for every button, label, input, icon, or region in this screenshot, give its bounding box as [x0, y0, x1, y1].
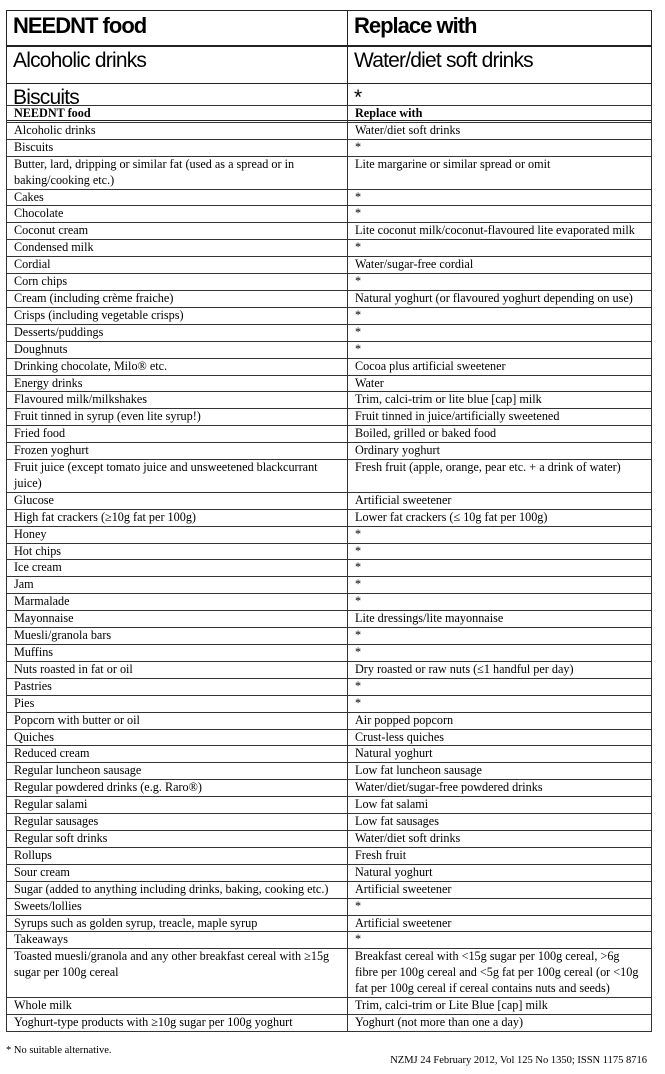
food-cell: Doughnuts — [7, 341, 348, 358]
replace-cell: Air popped popcorn — [348, 712, 652, 729]
replace-cell: Natural yoghurt (or flavoured yoghurt depending on use) — [348, 290, 652, 307]
table-row — [7, 814, 652, 831]
food-cell: Regular powdered drinks (e.g. Raro®) — [7, 780, 348, 797]
table-row — [7, 881, 652, 898]
food-cell: Takeaways — [7, 932, 348, 949]
table-row — [7, 274, 652, 291]
food-cell: Fried food — [7, 426, 348, 443]
replace-cell: Dry roasted or raw nuts (≤1 handful per day) — [348, 661, 652, 678]
table-row — [7, 460, 652, 493]
zoomed-partial-food: Biscuits — [7, 84, 348, 121]
food-cell: Marmalade — [7, 594, 348, 611]
food-cell: Sweets/lollies — [7, 898, 348, 915]
food-cell: Quiches — [7, 729, 348, 746]
food-cell: Reduced cream — [7, 746, 348, 763]
table-row — [7, 628, 652, 645]
table-row — [7, 392, 652, 409]
table-row — [7, 611, 652, 628]
food-cell: Jam — [7, 577, 348, 594]
food-cell: Sugar (added to anything including drinks, baking, cooking etc.) — [7, 881, 348, 898]
replace-cell: * — [348, 189, 652, 206]
replace-cell: * — [348, 526, 652, 543]
table-row — [7, 341, 652, 358]
zoomed-header-replace: Replace with — [348, 11, 652, 47]
table-row — [7, 257, 652, 274]
zoomed-cell-food: Alcoholic drinks — [7, 46, 348, 84]
replace-cell: * — [348, 678, 652, 695]
zoomed-table-snippet — [6, 10, 652, 109]
food-cell: Biscuits — [7, 139, 348, 156]
table-row — [7, 729, 652, 746]
food-cell: Fruit juice (except tomato juice and unsweetened blackcurrant juice) — [7, 460, 348, 493]
zoomed-header-row — [7, 11, 652, 47]
table-row — [7, 1014, 652, 1031]
food-cell: Condensed milk — [7, 240, 348, 257]
header-replace: Replace with — [348, 106, 652, 123]
replace-cell: * — [348, 307, 652, 324]
food-cell: Flavoured milk/milkshakes — [7, 392, 348, 409]
replace-cell: * — [348, 695, 652, 712]
replace-cell: Water/diet soft drinks — [348, 122, 652, 139]
food-cell: Regular soft drinks — [7, 830, 348, 847]
zoomed-row — [7, 46, 652, 84]
food-cell: Fruit tinned in syrup (even lite syrup!) — [7, 409, 348, 426]
footnote: * No suitable alternative. — [6, 1045, 112, 1056]
replace-cell: * — [348, 324, 652, 341]
replace-cell: * — [348, 932, 652, 949]
table-row — [7, 409, 652, 426]
table-row — [7, 560, 652, 577]
food-cell: Honey — [7, 526, 348, 543]
table-row — [7, 290, 652, 307]
table-row — [7, 695, 652, 712]
replace-cell: Lite dressings/lite mayonnaise — [348, 611, 652, 628]
table-row — [7, 543, 652, 560]
table-row — [7, 763, 652, 780]
replace-cell: Low fat sausages — [348, 814, 652, 831]
citation: NZMJ 24 February 2012, Vol 125 No 1350; ISSN 1175 8716 — [390, 1055, 647, 1066]
replace-cell: Artificial sweetener — [348, 881, 652, 898]
food-cell: Sour cream — [7, 864, 348, 881]
food-cell: Regular salami — [7, 797, 348, 814]
replace-cell: Fresh fruit — [348, 847, 652, 864]
replace-cell: Artificial sweetener — [348, 915, 652, 932]
food-cell: Butter, lard, dripping or similar fat (used as a spread or in baking/cooking etc.) — [7, 156, 348, 189]
replace-cell: Lite coconut milk/coconut-flavoured lite evaporated milk — [348, 223, 652, 240]
food-cell: Cordial — [7, 257, 348, 274]
replace-cell: * — [348, 560, 652, 577]
table-row — [7, 526, 652, 543]
food-cell: Muffins — [7, 645, 348, 662]
replace-cell: * — [348, 577, 652, 594]
table-row — [7, 307, 652, 324]
table-header-row — [7, 106, 652, 123]
food-cell: Ice cream — [7, 560, 348, 577]
food-cell: Mayonnaise — [7, 611, 348, 628]
food-cell: Glucose — [7, 492, 348, 509]
food-cell: Pies — [7, 695, 348, 712]
replace-cell: Water/diet/sugar-free powdered drinks — [348, 780, 652, 797]
replace-cell: Yoghurt (not more than one a day) — [348, 1014, 652, 1031]
food-cell: Drinking chocolate, Milo® etc. — [7, 358, 348, 375]
table-row — [7, 780, 652, 797]
food-cell: Rollups — [7, 847, 348, 864]
food-cell: Toasted muesli/granola and any other breakfast cereal with ≥15g sugar per 100g cereal — [7, 949, 348, 998]
replace-cell: * — [348, 898, 652, 915]
replace-cell: Artificial sweetener — [348, 492, 652, 509]
table-row — [7, 998, 652, 1015]
replace-cell: * — [348, 139, 652, 156]
replace-cell: Cocoa plus artificial sweetener — [348, 358, 652, 375]
table-row — [7, 797, 652, 814]
food-cell: High fat crackers (≥10g fat per 100g) — [7, 509, 348, 526]
food-cell: Regular sausages — [7, 814, 348, 831]
replace-cell: * — [348, 543, 652, 560]
food-cell: Frozen yoghurt — [7, 443, 348, 460]
table-row — [7, 594, 652, 611]
replace-cell: * — [348, 206, 652, 223]
replace-cell: Fruit tinned in juice/artificially sweetened — [348, 409, 652, 426]
table-row — [7, 492, 652, 509]
food-cell: Coconut cream — [7, 223, 348, 240]
table-row — [7, 375, 652, 392]
table-row — [7, 240, 652, 257]
table-row — [7, 509, 652, 526]
food-cell: Corn chips — [7, 274, 348, 291]
replace-cell: Low fat luncheon sausage — [348, 763, 652, 780]
replace-cell: Ordinary yoghurt — [348, 443, 652, 460]
table-row — [7, 915, 652, 932]
table-row — [7, 122, 652, 139]
table-row — [7, 898, 652, 915]
table-row — [7, 206, 652, 223]
food-cell: Pastries — [7, 678, 348, 695]
table-row — [7, 156, 652, 189]
table-row — [7, 324, 652, 341]
food-cell: Crisps (including vegetable crisps) — [7, 307, 348, 324]
food-replacement-table-container — [6, 105, 652, 1032]
replace-cell: Breakfast cereal with <15g sugar per 100g cereal, >6g fibre per 100g cereal and <5g fat per 100g cereal (or <10g fat per 100g cereal if cereal contains nuts and seeds) — [348, 949, 652, 998]
replace-cell: Trim, calci-trim or lite blue [cap] milk — [348, 392, 652, 409]
food-cell: Energy drinks — [7, 375, 348, 392]
zoomed-partial-replace: * — [348, 84, 652, 121]
table-row — [7, 932, 652, 949]
food-cell: Popcorn with butter or oil — [7, 712, 348, 729]
replace-cell: Water — [348, 375, 652, 392]
table-row — [7, 949, 652, 998]
food-replacement-table — [6, 105, 652, 1032]
table-row — [7, 443, 652, 460]
replace-cell: Low fat salami — [348, 797, 652, 814]
table-row — [7, 712, 652, 729]
table-row — [7, 645, 652, 662]
replace-cell: * — [348, 341, 652, 358]
table-row — [7, 830, 652, 847]
table-row — [7, 189, 652, 206]
table-row — [7, 746, 652, 763]
replace-cell: Boiled, grilled or baked food — [348, 426, 652, 443]
replace-cell: * — [348, 628, 652, 645]
food-cell: Nuts roasted in fat or oil — [7, 661, 348, 678]
replace-cell: Fresh fruit (apple, orange, pear etc. + a drink of water) — [348, 460, 652, 493]
table-row — [7, 223, 652, 240]
table-row — [7, 139, 652, 156]
zoomed-cell-replace: Water/diet soft drinks — [348, 46, 652, 84]
table-row — [7, 678, 652, 695]
replace-cell: * — [348, 274, 652, 291]
food-cell: Chocolate — [7, 206, 348, 223]
replace-cell: Water/sugar-free cordial — [348, 257, 652, 274]
table-row — [7, 847, 652, 864]
food-cell: Syrups such as golden syrup, treacle, maple syrup — [7, 915, 348, 932]
replace-cell: Natural yoghurt — [348, 864, 652, 881]
replace-cell: * — [348, 594, 652, 611]
table-row — [7, 864, 652, 881]
food-cell: Muesli/granola bars — [7, 628, 348, 645]
food-cell: Yoghurt-type products with ≥10g sugar per 100g yoghurt — [7, 1014, 348, 1031]
table-row — [7, 577, 652, 594]
replace-cell: Lite margarine or similar spread or omit — [348, 156, 652, 189]
table-row — [7, 358, 652, 375]
replace-cell: * — [348, 645, 652, 662]
food-cell: Cakes — [7, 189, 348, 206]
replace-cell: * — [348, 240, 652, 257]
food-cell: Cream (including crème fraiche) — [7, 290, 348, 307]
zoomed-header-food: NEEDNT food — [7, 11, 348, 47]
food-cell: Whole milk — [7, 998, 348, 1015]
food-cell: Regular luncheon sausage — [7, 763, 348, 780]
replace-cell: Natural yoghurt — [348, 746, 652, 763]
replace-cell: Water/diet soft drinks — [348, 830, 652, 847]
replace-cell: Trim, calci-trim or Lite Blue [cap] milk — [348, 998, 652, 1015]
food-cell: Desserts/puddings — [7, 324, 348, 341]
replace-cell: Crust-less quiches — [348, 729, 652, 746]
food-cell: Alcoholic drinks — [7, 122, 348, 139]
replace-cell: Lower fat crackers (≤ 10g fat per 100g) — [348, 509, 652, 526]
table-row — [7, 426, 652, 443]
header-food: NEEDNT food — [7, 106, 348, 123]
table-row — [7, 661, 652, 678]
food-cell: Hot chips — [7, 543, 348, 560]
